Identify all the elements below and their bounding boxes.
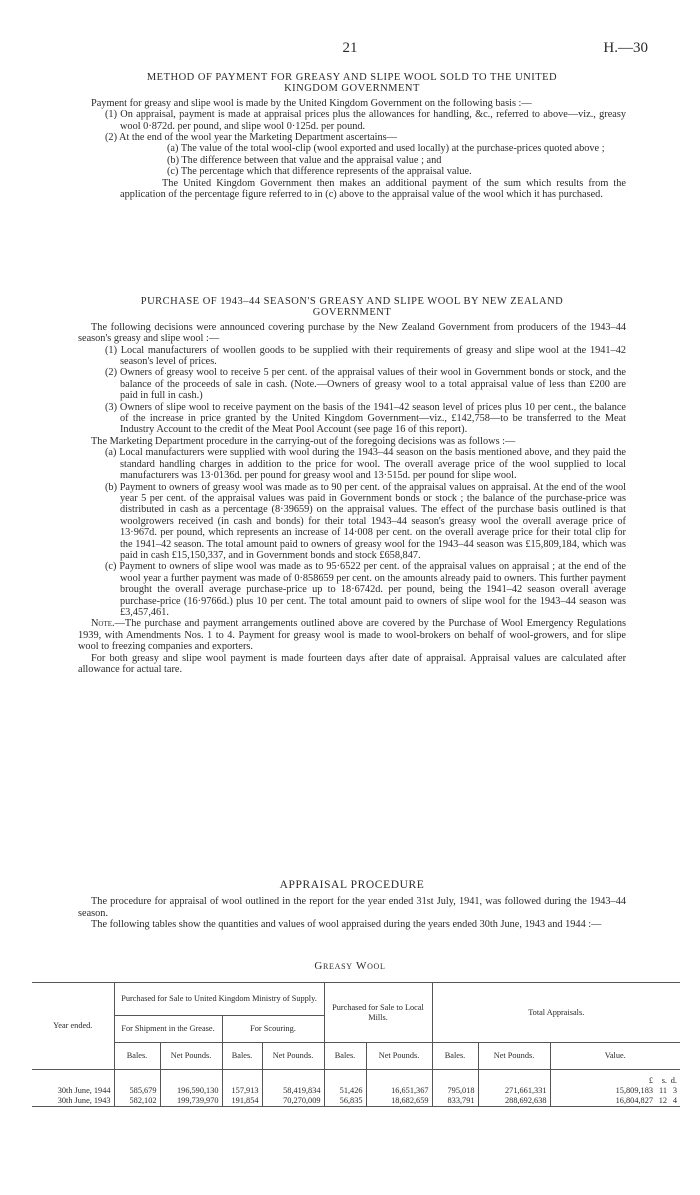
col-group-total: Total Appraisals. — [528, 1007, 585, 1017]
paragraph: Payment for greasy and slipe wool is made by the United Kingdom Government on the following basis :— — [91, 97, 532, 109]
col-net-pounds: Net Pounds. — [160, 1043, 222, 1070]
list-item: (a) Local manufacturers were supplied with wool during the 1943–44 season on the basis mentioned above, and they paid the standard handling charges in addition to the price for wool. The overall average price of the wool supplied to local manufacturers was 13·0136d. per pound for greasy wool and 13·515d. per pound for slipe wool. — [105, 447, 626, 482]
list-item: (2) Owners of greasy wool to receive 5 per cent. of the appraisal values of their wool in Government bonds or stock, and the balance of the proceeds of sale in cash. (Note.—Owners of greasy wool to a total appraisal value of less than £200 are paid in full in cash.) — [105, 367, 626, 402]
col-net-pounds: Net Pounds. — [478, 1043, 550, 1070]
section-title-cont: GOVERNMENT — [312, 307, 392, 319]
document-code: H.—30 — [603, 40, 648, 56]
note-text: —The purchase and payment arrangements outlined above are covered by the Purchase of Wool Emergency Regulations 1939, with Amendments Nos. 1 to 4. Payment for greasy wool is made to wool-brokers on behalf of wool-growers, and for slipe wool to freezing companies and exporters. — [78, 618, 626, 653]
list-item: (b) Payment to owners of greasy wool was made as to 90 per cent. of the appraisal values on appraisal. At the end of the wool year 5 per cent. of the appraisal values was paid in Government bonds or stock ; the balance of the purchase-price was distributed in cash as a percentage (8·39659) on the appraisal values. The effect of the purchase basis outlined is that woolgrowers received (in cash and bonds) for their total 1943–44 season's greasy wool the overall average price of 13·967d. per pound, which represents an increase of 14·008 per cent. on the overall average price for their total clip for the 1941–42 season. The total amount paid to owners of greasy wool for the 1943–44 season was £15,809,184, which was paid in cash £15,150,337, and in Government bonds and stock £658,847. — [105, 481, 626, 561]
paragraph: The United Kingdom Government then makes an additional payment of the sum which results from the application of the percentage figure referred to in (c) above to the appraisal value of the wool which it has purchased. — [120, 177, 626, 201]
list-item: (1) Local manufacturers of woollen goods to be supplied with their requirements of greasy and slipe wool at the 1941–42 season's level of prices. — [105, 344, 626, 368]
paragraph: The following decisions were announced covering purchase by the New Zealand Government from producers of the 1943–44 season's greasy and slipe wool :— — [78, 321, 626, 345]
col-value: Value. — [550, 1043, 680, 1070]
list-item: (a) The value of the total wool-clip (wool exported and used locally) at the purchase-prices quoted above ; — [167, 143, 605, 155]
section-purchase-nz-government — [78, 296, 626, 675]
section-title: METHOD OF PAYMENT FOR GREASY AND SLIPE WOOL SOLD TO THE UNITED — [146, 72, 558, 83]
sub-list — [78, 143, 626, 177]
paragraph: The following tables show the quantities and values of wool appraised during the years ended 30th June, 1943 and 1944 :— — [91, 919, 602, 931]
table-row: 30th June, 1943 582,102 199,739,970 191,854 70,270,009 56,835 18,682,659 833,791 288,692,638 16,804,827 12 4 — [32, 1096, 680, 1107]
col-group-shipment: For Shipment in the Grease. — [114, 1016, 222, 1043]
paragraph: For both greasy and slipe wool payment is made fourteen days after date of appraisal. Appraisal values are calculated after allowance for actual tare. — [78, 652, 626, 675]
paragraph: The procedure for appraisal of wool outlined in the report for the year ended 31st July, 1941, was followed during the 1943–44 season. — [78, 896, 626, 919]
section-title-cont: KINGDOM GOVERNMENT — [284, 83, 420, 95]
currency-header: £ s. d. — [648, 1076, 677, 1085]
col-net-pounds: Net Pounds. — [262, 1043, 324, 1070]
section-appraisal-procedure — [78, 880, 626, 931]
list-item: (b) The difference between that value and the appraisal value ; and — [167, 154, 442, 166]
list-item: (3) Owners of slipe wool to receive payment on the basis of the 1941–42 season level of prices plus 10 per cent., the balance of the increase in price granted by the United Kingdom Government—viz., £142,758—to be transferred to the Meat Industry Account to the credit of the Meat Pool Account (see page 16 of this report). — [105, 401, 626, 436]
col-group-local: Purchased for Sale to Local Mills. — [324, 983, 432, 1043]
page-number: 21 — [342, 40, 358, 56]
col-net-pounds: Net Pounds. — [366, 1043, 432, 1070]
col-bales: Bales. — [432, 1043, 478, 1070]
list-item: (c) The percentage which that difference represents of the appraisal value. — [167, 166, 472, 178]
note-paragraph — [78, 618, 626, 652]
table-title: Greasy Wool — [314, 960, 386, 972]
section-method-of-payment — [78, 72, 626, 200]
list-item: (2) At the end of the wool year the Marketing Department ascertains— — [105, 132, 397, 144]
col-bales: Bales. — [324, 1043, 366, 1070]
list-item: (1) On appraisal, payment is made at appraisal prices plus the allowances for handling, &c., referred to above—viz., greasy wool 0·872d. per pound, and slipe wool 0·125d. per pound. — [105, 109, 626, 132]
col-year-header: Year ended. — [32, 983, 114, 1070]
list-item: (c) Payment to owners of slipe wool was made as to 95·6522 per cent. of the appraisal values on appraisal ; at the end of the wool year a further payment was made of 0·858659 per cent. on the amounts already paid to owners. This further payment brought the overall average purchase-price up to 18·6742d. per pound, being the 1941–42 season overall average purchase-price (16·9766d.) plus 10 per cent. The total amount paid to owners of slipe wool for the 1943–44 season was £3,457,461. — [105, 561, 626, 618]
col-bales: Bales. — [114, 1043, 160, 1070]
greasy-wool-table — [32, 982, 680, 1107]
section-title: APPRAISAL PROCEDURE — [279, 879, 425, 891]
paragraph: The Marketing Department procedure in the carrying-out of the foregoing decisions was as follows :— — [91, 435, 516, 447]
col-bales: Bales. — [222, 1043, 262, 1070]
col-group-scouring: For Scouring. — [222, 1016, 324, 1043]
table-row: 30th June, 1944 585,679 196,590,130 157,913 58,419,834 51,426 16,651,367 795,018 271,661,331 15,809,183 11 3 — [32, 1086, 680, 1096]
section-title: PURCHASE OF 1943–44 SEASON'S GREASY AND SLIPE WOOL BY NEW ZEALAND — [140, 296, 564, 307]
col-group-uk: Purchased for Sale to United Kingdom Ministry of Supply. — [114, 983, 324, 1016]
note-label: Note. — [91, 618, 115, 630]
